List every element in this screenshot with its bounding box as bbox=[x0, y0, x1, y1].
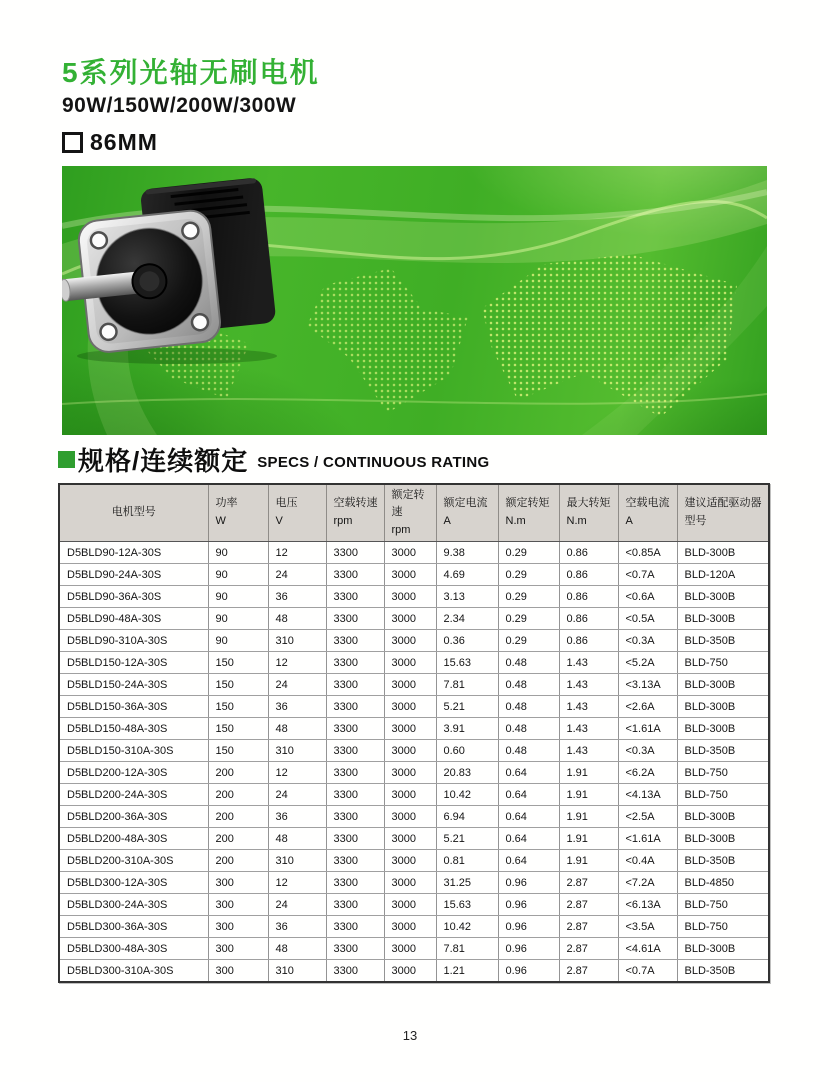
cell-value: 3300 bbox=[326, 872, 384, 894]
cell-value: <3.13A bbox=[618, 674, 677, 696]
cell-value: 3000 bbox=[384, 916, 436, 938]
cell-value: 0.86 bbox=[559, 542, 618, 564]
cell-value: 3300 bbox=[326, 586, 384, 608]
product-banner bbox=[62, 166, 767, 435]
cell-value: 3000 bbox=[384, 938, 436, 960]
cell-model: D5BLD90-36A-30S bbox=[59, 586, 208, 608]
cell-value: <0.4A bbox=[618, 850, 677, 872]
cell-value: 12 bbox=[268, 762, 326, 784]
cell-value: 0.64 bbox=[498, 828, 559, 850]
cell-value: BLD-300B bbox=[677, 718, 769, 740]
cell-value: 0.86 bbox=[559, 586, 618, 608]
table-row bbox=[59, 586, 769, 608]
cell-model: D5BLD90-24A-30S bbox=[59, 564, 208, 586]
cell-value: <0.85A bbox=[618, 542, 677, 564]
cell-value: 7.81 bbox=[436, 674, 498, 696]
cell-value: 0.64 bbox=[498, 762, 559, 784]
cell-value: 3000 bbox=[384, 652, 436, 674]
cell-value: 20.83 bbox=[436, 762, 498, 784]
cell-model: D5BLD300-310A-30S bbox=[59, 960, 208, 983]
cell-value: 3000 bbox=[384, 894, 436, 916]
cell-value: 3300 bbox=[326, 630, 384, 652]
cell-value: BLD-300B bbox=[677, 674, 769, 696]
table-row bbox=[59, 542, 769, 564]
cell-value: 3000 bbox=[384, 806, 436, 828]
col-header-noload-speed: 空载转速 rpm bbox=[326, 484, 384, 542]
cell-model: D5BLD150-24A-30S bbox=[59, 674, 208, 696]
cell-value: BLD-300B bbox=[677, 696, 769, 718]
cell-value: 90 bbox=[208, 542, 268, 564]
cell-value: 300 bbox=[208, 894, 268, 916]
cell-value: BLD-750 bbox=[677, 916, 769, 938]
table-row bbox=[59, 938, 769, 960]
spec-table bbox=[58, 483, 770, 983]
cell-value: 300 bbox=[208, 872, 268, 894]
cell-value: 1.91 bbox=[559, 850, 618, 872]
cell-value: 3300 bbox=[326, 916, 384, 938]
cell-value: BLD-300B bbox=[677, 542, 769, 564]
cell-value: 310 bbox=[268, 740, 326, 762]
cell-value: 48 bbox=[268, 828, 326, 850]
cell-value: 0.60 bbox=[436, 740, 498, 762]
cell-value: 200 bbox=[208, 850, 268, 872]
table-row bbox=[59, 872, 769, 894]
cell-value: 3300 bbox=[326, 674, 384, 696]
cell-value: <0.3A bbox=[618, 740, 677, 762]
cell-value: 1.91 bbox=[559, 784, 618, 806]
cell-value: BLD-350B bbox=[677, 630, 769, 652]
cell-value: 0.96 bbox=[498, 894, 559, 916]
cell-value: BLD-750 bbox=[677, 652, 769, 674]
cell-value: 1.43 bbox=[559, 674, 618, 696]
cell-value: <1.61A bbox=[618, 828, 677, 850]
cell-value: BLD-350B bbox=[677, 960, 769, 983]
cell-value: 10.42 bbox=[436, 916, 498, 938]
cell-model: D5BLD200-310A-30S bbox=[59, 850, 208, 872]
cell-model: D5BLD300-36A-30S bbox=[59, 916, 208, 938]
table-row bbox=[59, 630, 769, 652]
cell-value: 3300 bbox=[326, 850, 384, 872]
table-row bbox=[59, 850, 769, 872]
cell-value: 0.64 bbox=[498, 850, 559, 872]
cell-value: 0.86 bbox=[559, 608, 618, 630]
cell-value: 12 bbox=[268, 542, 326, 564]
cell-value: 12 bbox=[268, 652, 326, 674]
cell-value: BLD-750 bbox=[677, 762, 769, 784]
table-row bbox=[59, 718, 769, 740]
cell-value: 1.91 bbox=[559, 806, 618, 828]
cell-value: 6.94 bbox=[436, 806, 498, 828]
cell-value: 3000 bbox=[384, 586, 436, 608]
cell-value: 24 bbox=[268, 894, 326, 916]
cell-value: 300 bbox=[208, 960, 268, 983]
cell-value: 300 bbox=[208, 916, 268, 938]
cell-value: BLD-350B bbox=[677, 850, 769, 872]
cell-value: 0.96 bbox=[498, 938, 559, 960]
table-row bbox=[59, 608, 769, 630]
cell-value: 90 bbox=[208, 586, 268, 608]
cell-model: D5BLD150-36A-30S bbox=[59, 696, 208, 718]
cell-value: 3000 bbox=[384, 740, 436, 762]
cell-value: 0.48 bbox=[498, 674, 559, 696]
square-frame-icon bbox=[62, 132, 83, 153]
cell-model: D5BLD300-24A-30S bbox=[59, 894, 208, 916]
cell-value: <2.5A bbox=[618, 806, 677, 828]
table-row bbox=[59, 916, 769, 938]
cell-value: 200 bbox=[208, 806, 268, 828]
cell-value: 0.64 bbox=[498, 784, 559, 806]
section-bullet-icon bbox=[58, 451, 75, 468]
cell-model: D5BLD200-48A-30S bbox=[59, 828, 208, 850]
cell-value: 3000 bbox=[384, 696, 436, 718]
cell-value: 0.29 bbox=[498, 564, 559, 586]
col-header-max-torque: 最大转矩 N.m bbox=[559, 484, 618, 542]
cell-value: 0.29 bbox=[498, 542, 559, 564]
cell-value: BLD-350B bbox=[677, 740, 769, 762]
cell-value: 3300 bbox=[326, 740, 384, 762]
cell-value: 1.43 bbox=[559, 652, 618, 674]
col-header-model: 电机型号 bbox=[59, 484, 208, 542]
cell-value: 15.63 bbox=[436, 894, 498, 916]
cell-value: <1.61A bbox=[618, 718, 677, 740]
cell-model: D5BLD200-36A-30S bbox=[59, 806, 208, 828]
cell-value: <6.13A bbox=[618, 894, 677, 916]
table-row bbox=[59, 784, 769, 806]
cell-value: BLD-300B bbox=[677, 608, 769, 630]
cell-value: 3300 bbox=[326, 960, 384, 983]
cell-model: D5BLD300-12A-30S bbox=[59, 872, 208, 894]
cell-value: 150 bbox=[208, 718, 268, 740]
cell-value: <6.2A bbox=[618, 762, 677, 784]
col-header-rated-speed: 额定转速 rpm bbox=[384, 484, 436, 542]
cell-value: <4.13A bbox=[618, 784, 677, 806]
col-header-power: 功率 W bbox=[208, 484, 268, 542]
cell-value: 1.21 bbox=[436, 960, 498, 983]
cell-value: 48 bbox=[268, 718, 326, 740]
header-row bbox=[59, 484, 769, 542]
cell-value: BLD-120A bbox=[677, 564, 769, 586]
cell-value: 0.29 bbox=[498, 630, 559, 652]
cell-value: 150 bbox=[208, 740, 268, 762]
cell-value: 7.81 bbox=[436, 938, 498, 960]
page-subtitle: 90W/150W/200W/300W bbox=[62, 93, 297, 117]
cell-value: 90 bbox=[208, 608, 268, 630]
table-row bbox=[59, 762, 769, 784]
cell-value: 3300 bbox=[326, 938, 384, 960]
col-header-driver: 建议适配驱动器型号 bbox=[677, 484, 769, 542]
col-header-rated-current: 额定电流 A bbox=[436, 484, 498, 542]
cell-value: 3000 bbox=[384, 608, 436, 630]
cell-value: 200 bbox=[208, 762, 268, 784]
cell-value: 0.36 bbox=[436, 630, 498, 652]
cell-value: 36 bbox=[268, 586, 326, 608]
cell-value: 3300 bbox=[326, 542, 384, 564]
table-row bbox=[59, 806, 769, 828]
cell-value: <3.5A bbox=[618, 916, 677, 938]
cell-value: 2.87 bbox=[559, 938, 618, 960]
cell-value: 3000 bbox=[384, 542, 436, 564]
cell-value: 36 bbox=[268, 916, 326, 938]
cell-value: 31.25 bbox=[436, 872, 498, 894]
col-header-voltage: 电压 V bbox=[268, 484, 326, 542]
cell-value: 1.43 bbox=[559, 696, 618, 718]
cell-value: 12 bbox=[268, 872, 326, 894]
cell-value: 10.42 bbox=[436, 784, 498, 806]
section-title-cn: 规格/连续额定 bbox=[78, 446, 249, 476]
cell-value: 2.87 bbox=[559, 872, 618, 894]
cell-value: 5.21 bbox=[436, 696, 498, 718]
cell-value: <0.7A bbox=[618, 564, 677, 586]
col-header-rated-torque: 额定转矩 N.m bbox=[498, 484, 559, 542]
cell-value: <0.6A bbox=[618, 586, 677, 608]
section-title-en: SPECS / CONTINUOUS RATING bbox=[257, 454, 490, 471]
cell-value: BLD-750 bbox=[677, 784, 769, 806]
cell-value: 3000 bbox=[384, 850, 436, 872]
cell-value: 200 bbox=[208, 784, 268, 806]
cell-value: 300 bbox=[208, 938, 268, 960]
cell-value: <0.3A bbox=[618, 630, 677, 652]
cell-value: 36 bbox=[268, 696, 326, 718]
cell-model: D5BLD90-12A-30S bbox=[59, 542, 208, 564]
cell-value: 3300 bbox=[326, 718, 384, 740]
cell-value: 310 bbox=[268, 630, 326, 652]
cell-value: 3300 bbox=[326, 806, 384, 828]
page-number: 13 bbox=[402, 1028, 418, 1043]
cell-value: 0.48 bbox=[498, 652, 559, 674]
frame-size-line bbox=[62, 129, 320, 156]
cell-value: <5.2A bbox=[618, 652, 677, 674]
table-row bbox=[59, 652, 769, 674]
cell-value: 1.91 bbox=[559, 762, 618, 784]
cell-value: 310 bbox=[268, 960, 326, 983]
table-row bbox=[59, 828, 769, 850]
cell-value: 0.86 bbox=[559, 564, 618, 586]
cell-value: <0.7A bbox=[618, 960, 677, 983]
cell-value: 3.91 bbox=[436, 718, 498, 740]
cell-model: D5BLD150-12A-30S bbox=[59, 652, 208, 674]
cell-value: 0.96 bbox=[498, 916, 559, 938]
cell-value: 3300 bbox=[326, 652, 384, 674]
cell-value: 90 bbox=[208, 564, 268, 586]
page-title: 5系列光轴无刷电机 bbox=[62, 57, 320, 88]
cell-model: D5BLD200-12A-30S bbox=[59, 762, 208, 784]
cell-value: 3300 bbox=[326, 564, 384, 586]
cell-value: 3300 bbox=[326, 696, 384, 718]
cell-value: BLD-300B bbox=[677, 586, 769, 608]
cell-value: 0.96 bbox=[498, 872, 559, 894]
cell-value: 200 bbox=[208, 828, 268, 850]
cell-value: 1.43 bbox=[559, 740, 618, 762]
cell-value: 4.69 bbox=[436, 564, 498, 586]
cell-value: 90 bbox=[208, 630, 268, 652]
cell-value: 0.48 bbox=[498, 696, 559, 718]
cell-value: 150 bbox=[208, 674, 268, 696]
cell-value: 150 bbox=[208, 652, 268, 674]
cell-value: 5.21 bbox=[436, 828, 498, 850]
cell-value: 24 bbox=[268, 784, 326, 806]
cell-value: 2.87 bbox=[559, 960, 618, 983]
spec-table-body bbox=[59, 542, 769, 983]
table-row bbox=[59, 740, 769, 762]
cell-value: 1.43 bbox=[559, 718, 618, 740]
table-row bbox=[59, 564, 769, 586]
title-block bbox=[62, 58, 320, 156]
cell-value: 48 bbox=[268, 938, 326, 960]
cell-value: 24 bbox=[268, 564, 326, 586]
table-row bbox=[59, 960, 769, 983]
motor-photo bbox=[62, 166, 292, 366]
table-row bbox=[59, 894, 769, 916]
cell-value: BLD-300B bbox=[677, 938, 769, 960]
cell-value: BLD-300B bbox=[677, 806, 769, 828]
cell-value: 3.13 bbox=[436, 586, 498, 608]
cell-value: 0.29 bbox=[498, 608, 559, 630]
cell-value: 0.29 bbox=[498, 586, 559, 608]
cell-value: 0.96 bbox=[498, 960, 559, 983]
cell-value: 3000 bbox=[384, 872, 436, 894]
cell-value: BLD-300B bbox=[677, 828, 769, 850]
cell-value: 3300 bbox=[326, 608, 384, 630]
cell-value: 310 bbox=[268, 850, 326, 872]
cell-value: 2.34 bbox=[436, 608, 498, 630]
cell-value: 3000 bbox=[384, 674, 436, 696]
cell-model: D5BLD90-310A-30S bbox=[59, 630, 208, 652]
cell-value: 3000 bbox=[384, 564, 436, 586]
cell-model: D5BLD90-48A-30S bbox=[59, 608, 208, 630]
cell-model: D5BLD150-310A-30S bbox=[59, 740, 208, 762]
cell-value: BLD-750 bbox=[677, 894, 769, 916]
cell-value: 15.63 bbox=[436, 652, 498, 674]
cell-value: 2.87 bbox=[559, 916, 618, 938]
cell-value: 3000 bbox=[384, 828, 436, 850]
cell-value: 3000 bbox=[384, 784, 436, 806]
cell-value: 3000 bbox=[384, 960, 436, 983]
cell-model: D5BLD150-48A-30S bbox=[59, 718, 208, 740]
cell-model: D5BLD200-24A-30S bbox=[59, 784, 208, 806]
cell-value: 0.64 bbox=[498, 806, 559, 828]
cell-value: <0.5A bbox=[618, 608, 677, 630]
cell-value: 3300 bbox=[326, 828, 384, 850]
cell-value: 3000 bbox=[384, 762, 436, 784]
cell-value: 1.91 bbox=[559, 828, 618, 850]
cell-value: 3300 bbox=[326, 762, 384, 784]
cell-value: 3000 bbox=[384, 718, 436, 740]
cell-value: 3300 bbox=[326, 784, 384, 806]
col-header-noload-current: 空载电流 A bbox=[618, 484, 677, 542]
cell-model: D5BLD300-48A-30S bbox=[59, 938, 208, 960]
cell-value: <7.2A bbox=[618, 872, 677, 894]
cell-value: 3000 bbox=[384, 630, 436, 652]
cell-value: 36 bbox=[268, 806, 326, 828]
cell-value: 150 bbox=[208, 696, 268, 718]
cell-value: 2.87 bbox=[559, 894, 618, 916]
cell-value: 0.86 bbox=[559, 630, 618, 652]
cell-value: 3300 bbox=[326, 894, 384, 916]
cell-value: 0.81 bbox=[436, 850, 498, 872]
section-header bbox=[58, 441, 489, 478]
frame-size-label: 86MM bbox=[90, 128, 158, 155]
cell-value: 0.48 bbox=[498, 718, 559, 740]
cell-value: 48 bbox=[268, 608, 326, 630]
cell-value: <4.61A bbox=[618, 938, 677, 960]
cell-value: 24 bbox=[268, 674, 326, 696]
cell-value: 9.38 bbox=[436, 542, 498, 564]
cell-value: <2.6A bbox=[618, 696, 677, 718]
table-row bbox=[59, 696, 769, 718]
cell-value: 0.48 bbox=[498, 740, 559, 762]
cell-value: BLD-4850 bbox=[677, 872, 769, 894]
table-row bbox=[59, 674, 769, 696]
